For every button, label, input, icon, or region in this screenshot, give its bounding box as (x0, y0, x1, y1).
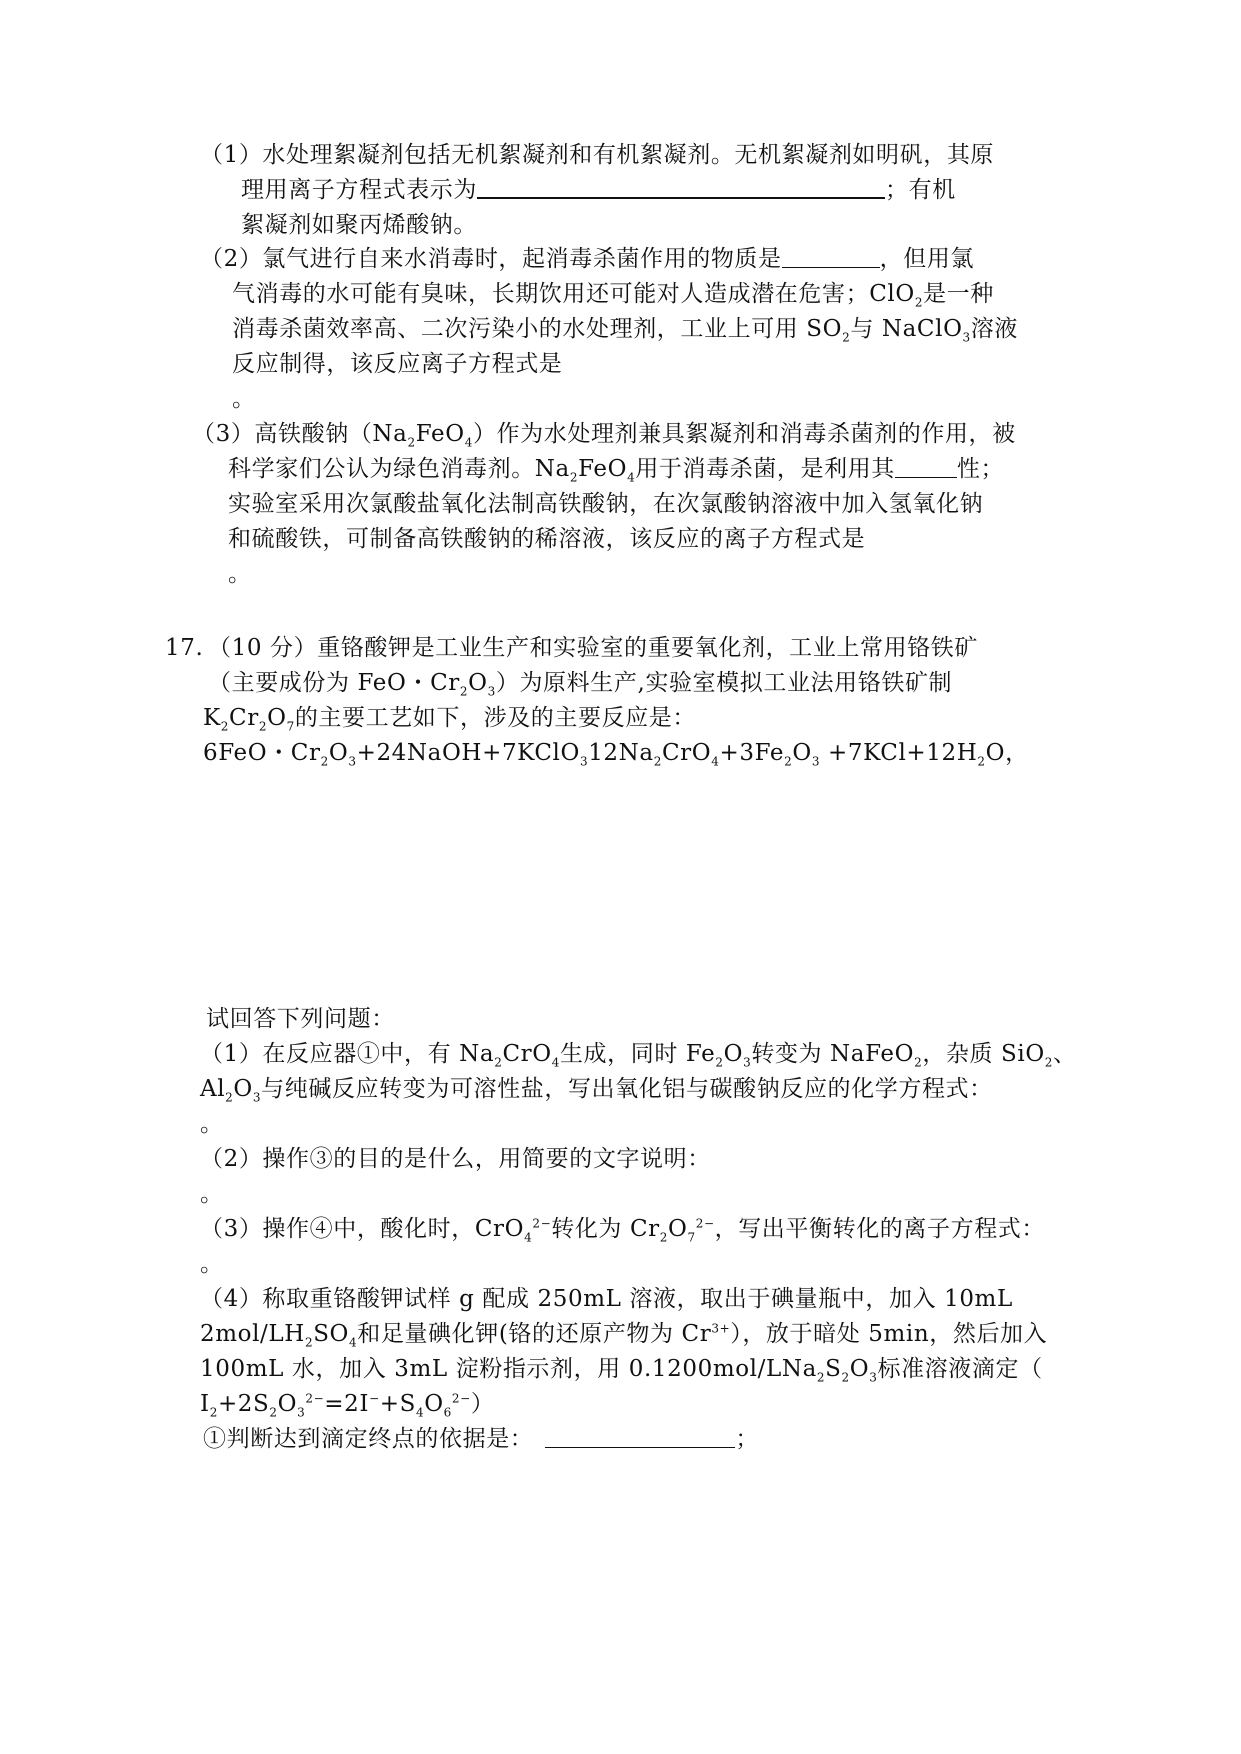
text: SO (313, 1321, 349, 1347)
text: （2）氯气进行自来水消毒时，起消毒杀菌作用的物质是 (200, 246, 782, 272)
superscript: 2− (451, 1391, 471, 1406)
text: O (277, 1391, 298, 1417)
q17-s4-line3 (200, 1354, 1043, 1384)
subscript: 3 (962, 330, 971, 345)
subscript: 2 (914, 1055, 923, 1070)
text: O， (985, 740, 1029, 766)
subscript: 2 (659, 1230, 668, 1245)
subscript: 4 (551, 1055, 560, 1070)
subscript: 3 (743, 1055, 752, 1070)
q17-s4-line1: （4）称取重铬酸钾试样 g 配成 250mL 溶液，取出于碘量瓶中，加入 10mL (200, 1286, 1013, 1312)
subscript: 3 (348, 754, 357, 769)
q17-s3-line2: 。 (200, 1251, 224, 1277)
text: I (200, 1391, 210, 1417)
answer-blank[interactable] (545, 1427, 735, 1448)
subscript: 2 (816, 1370, 826, 1385)
subscript: 2 (914, 295, 924, 310)
text: +S (379, 1391, 416, 1417)
subscript: 2 (494, 1055, 503, 1070)
q16-p3-line1 (192, 419, 1016, 449)
q16-p3-line3: 实验室采用次氯酸盐氧化法制高铁酸钠，在次氯酸钠溶液中加入氢氧化钠 (228, 491, 984, 517)
text: ，杂质 SiO (922, 1041, 1045, 1067)
q16-p1-line1: （1）水处理絮凝剂包括无机絮凝剂和有机絮凝剂。无机絮凝剂如明矾，其原 (200, 142, 995, 168)
subscript: 4 (711, 754, 720, 769)
text: ） (470, 1391, 495, 1417)
text: （主要成份为 FeO・Cr (208, 670, 460, 696)
subscript: 3 (869, 1370, 878, 1385)
text: O (424, 1391, 444, 1417)
subscript: 3 (487, 684, 496, 699)
subscript: 4 (415, 1405, 425, 1420)
subscript: 2 (841, 1370, 850, 1385)
q16-p3-line5: 。 (228, 561, 252, 587)
text: 转变为 NaFeO (751, 1041, 915, 1067)
q17-s2-line2: 。 (200, 1181, 224, 1207)
text: 12Na (588, 740, 654, 766)
text: 气消毒的水可能有臭味，长期饮用还可能对人造成潜在危害；ClO (232, 281, 915, 307)
text: Al (200, 1076, 226, 1102)
text: S (825, 1356, 842, 1382)
subscript: 2 (225, 1090, 234, 1105)
answer-blank[interactable] (895, 457, 957, 478)
superscript: − (369, 1391, 380, 1406)
subscript: 3 (811, 754, 821, 769)
subscript: 2 (209, 1405, 218, 1420)
q16-p2-line5: 。 (232, 386, 256, 412)
subscript: 2 (1044, 1055, 1054, 1070)
q16-p3-line2 (228, 454, 1004, 484)
subscript: 2 (977, 754, 986, 769)
subscript: 2 (320, 754, 329, 769)
text: （3）操作④中，酸化时，CrO (200, 1216, 525, 1242)
subscript: 2 (304, 1335, 314, 1350)
text: 100mL 水，加入 3mL 淀粉指示剂，用 0.1200mol/LNa (200, 1356, 817, 1382)
text: 和足量碘化钾(铬的还原产物为 Cr (357, 1321, 712, 1347)
subscript: 2 (459, 684, 469, 699)
text: 转化为 Cr (551, 1216, 660, 1242)
subscript: 2 (407, 435, 416, 450)
text: 的主要工艺如下，涉及的主要反应是： (294, 705, 697, 731)
text: O (792, 740, 812, 766)
text: 与纯碱反应转变为可溶性盐，写出氧化铝与碳酸钠反应的化学方程式： (261, 1076, 993, 1102)
q17-s4-line2 (200, 1319, 1047, 1349)
text: O (267, 705, 287, 731)
text: ）作为水处理剂兼具絮凝剂和消毒杀菌剂的作用，被 (472, 421, 1016, 447)
subscript: 4 (524, 1230, 533, 1245)
text: 理用离子方程式表示为 (241, 177, 477, 203)
subscript: 2 (569, 470, 579, 485)
text: 性； (956, 456, 1005, 482)
text: ；有机 (885, 177, 956, 203)
answer-blank[interactable] (477, 177, 885, 199)
subscript: 4 (349, 1335, 358, 1350)
text: 与 NaClO (850, 316, 963, 342)
q17-line1: （10 分）重铬酸钾是工业生产和实验室的重要氧化剂，工业上常用铬铁矿 (208, 635, 978, 661)
q17-s4-line4 (200, 1389, 494, 1419)
q17-line2 (208, 668, 952, 698)
subscript: 2 (784, 754, 793, 769)
superscript: 2− (532, 1216, 552, 1231)
text: 2mol/LH (200, 1321, 305, 1347)
text: O (328, 740, 349, 766)
text: +2S (217, 1391, 270, 1417)
q17-s2-line1: （2）操作③的目的是什么，用简要的文字说明： (200, 1146, 711, 1172)
q17-line3 (203, 703, 696, 733)
text: FeO (415, 421, 465, 447)
subscript: 2 (258, 719, 268, 734)
q16-p2-line4: 反应制得，该反应离子方程式是 (232, 351, 563, 377)
q16-p3-line4: 和硫酸铁，可制备高铁酸钠的稀溶液，该反应的离子方程式是 (228, 526, 866, 552)
subscript: 2 (220, 719, 230, 734)
text: ），放于暗处 5min，然后加入 (730, 1321, 1048, 1347)
q16-p2-line3 (232, 314, 1018, 344)
q16-p1-line3: 絮凝剂如聚丙烯酸钠。 (241, 212, 477, 238)
text: O (668, 1216, 688, 1242)
text: ①判断达到滴定终点的依据是： (203, 1426, 534, 1452)
q16-p2-line2 (232, 279, 994, 309)
text: O (233, 1076, 253, 1102)
text: FeO (578, 456, 628, 482)
subscript: 4 (464, 435, 473, 450)
answer-blank[interactable] (782, 247, 880, 268)
subscript: 4 (627, 470, 636, 485)
text: 、 (1053, 1041, 1077, 1067)
superscript: 2− (305, 1391, 325, 1406)
text: CrO (661, 740, 712, 766)
text: +3Fe (719, 740, 785, 766)
superscript: 2− (695, 1216, 715, 1231)
text: Cr (229, 705, 259, 731)
subscript: 3 (297, 1405, 306, 1420)
subscript: 2 (269, 1405, 278, 1420)
text: （3）高铁酸钠（Na (192, 421, 408, 447)
text: 溶液 (970, 316, 1018, 342)
text: CrO (502, 1041, 552, 1067)
q17-s1-line3: 。 (200, 1111, 224, 1137)
q17-number: 17. (165, 635, 204, 661)
subscript: 3 (252, 1090, 262, 1105)
text: 6FeO・Cr (203, 740, 321, 766)
text: =2I (324, 1391, 370, 1417)
text: 标准溶液滴定（ (877, 1356, 1043, 1382)
text: ； (735, 1426, 760, 1452)
q16-p1-line2 (241, 175, 956, 205)
subscript: 6 (443, 1405, 452, 1420)
superscript: 3+ (711, 1321, 731, 1336)
text: +7KCl+12H (820, 740, 978, 766)
q17-s1-line2 (200, 1074, 993, 1104)
text: ，写出平衡转化的离子方程式： (714, 1216, 1046, 1242)
text: O (468, 670, 488, 696)
subscript: 7 (286, 719, 295, 734)
subscript: 2 (842, 330, 851, 345)
text: O (723, 1041, 744, 1067)
subscript: 2 (715, 1055, 724, 1070)
text: 生成，同时 Fe (559, 1041, 716, 1067)
q17-equation (203, 738, 1029, 768)
text: K (203, 705, 221, 731)
text: （1）在反应器①中，有 Na (200, 1041, 495, 1067)
q17-s3-line1 (200, 1214, 1045, 1244)
text: O (849, 1356, 870, 1382)
text: 是一种 (923, 281, 994, 307)
text: ）为原料生产,实验室模拟工业法用铬铁矿制 (495, 670, 953, 696)
q17-intro: 试回答下列问题： (206, 1006, 395, 1032)
q16-p2-line1 (200, 244, 974, 274)
text: 消毒杀菌效率高、二次污染小的水处理剂，工业上可用 SO (232, 316, 843, 342)
text: ，但用氯 (879, 246, 975, 272)
q17-s1-line1 (200, 1039, 1077, 1069)
text: +24NaOH+7KClO (356, 740, 580, 766)
q17-s4-line5 (203, 1424, 759, 1454)
text: 用于消毒杀菌，是利用其 (635, 456, 895, 482)
text: 科学家们公认为绿色消毒剂。Na (228, 456, 570, 482)
subscript: 3 (579, 754, 589, 769)
subscript: 7 (687, 1230, 696, 1245)
subscript: 2 (653, 754, 662, 769)
